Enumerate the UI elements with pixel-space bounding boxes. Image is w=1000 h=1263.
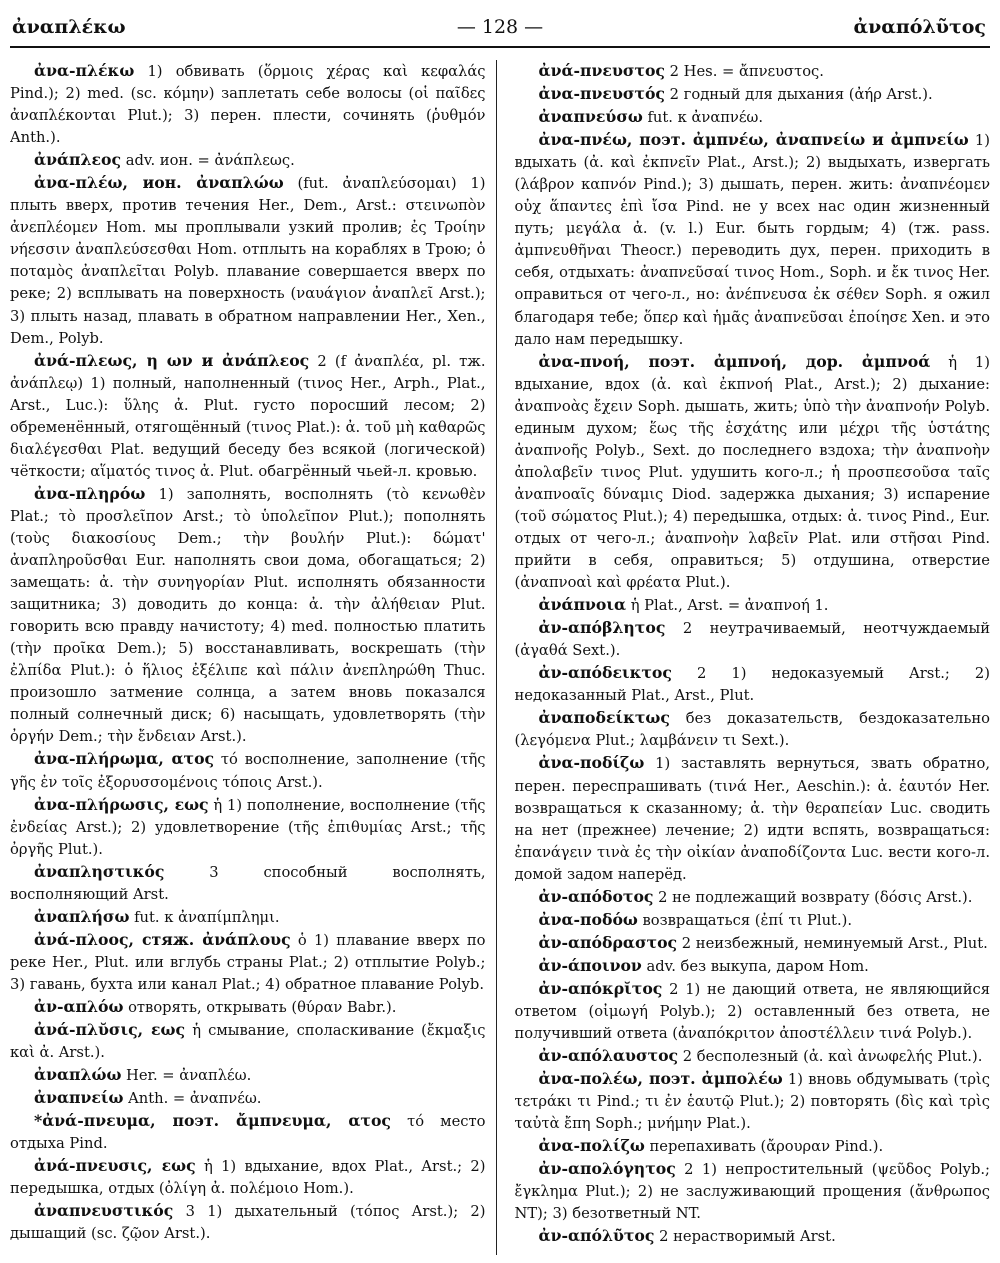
entry-headword: ἀνα-πνοή, поэт. ἀμπνοή, дор. ἀμπνοά xyxy=(538,351,931,371)
dictionary-entry xyxy=(515,909,991,932)
dictionary-entry xyxy=(515,955,991,978)
entry-definition: ἡ 1) пополнение, восполнение (τῆς ἐνδείας Arst.); 2) удовлетворение (τῆς ἐπιθυμίας Arst.; τῆς ὀργῆς Plut.). xyxy=(10,796,486,858)
dictionary-entry xyxy=(515,351,991,595)
entry-headword: ἀναπνεύσω xyxy=(538,107,643,127)
entry-definition: возвращаться (ἐπί τι Plut.). xyxy=(637,911,853,929)
dictionary-entry xyxy=(515,886,991,909)
entry-definition: 2 годный для дыхания (ἀήρ Arst.). xyxy=(664,86,933,104)
header-first-word: ἀναπλέκω xyxy=(12,16,126,38)
entry-headword: ἀνα-πληρόω xyxy=(34,483,146,503)
entry-definition: 2 Hes. = ἄπνευστος. xyxy=(664,63,824,80)
dictionary-entry xyxy=(515,707,991,752)
entry-headword: ἀν-απλόω xyxy=(34,996,124,1016)
dictionary-entry xyxy=(515,129,991,350)
dictionary-entry xyxy=(10,929,486,996)
entry-definition: 2 неизбежный, неминуемый Arst., Plut. xyxy=(677,934,988,952)
entry-definition: (fut. ἀναπλεύσομαι) 1) плыть вверх, против течения Her., Dem., Arst.: στεινωπὸν ἀνεπλέομεν Hom. мы проплывали узкий пролив; ἐς Τροίην νήεσσιν ἀναπλεύσεσθαι Hom. отплыть на кораблях в Трою; ὁ ποταμὸς ἀναπλεῖται Polyb. плавание совершается вверх по реке; 2) всплывать на поверхность (ναυάγιον ἀναπλεῖ Arst.); 3) плыть назад, плавать в обратном направлении Her., Xen., Dem., Polyb. xyxy=(10,175,486,347)
dictionary-entry xyxy=(515,594,991,617)
dictionary-entry xyxy=(515,106,991,129)
entry-definition: adv. без выкупа, даром Hom. xyxy=(641,957,869,975)
dictionary-entry xyxy=(10,906,486,929)
entry-headword: ἀν-άποινον xyxy=(538,955,642,975)
entry-headword: *ἀνά-πνευμα, поэт. ἄμπνευμα, ατος xyxy=(34,1111,391,1131)
entry-definition: отворять, открывать (θύραν Babr.). xyxy=(123,998,397,1016)
dictionary-entry xyxy=(10,483,486,749)
dictionary-entry xyxy=(10,1064,486,1087)
entry-headword: ἀνα-πλέκω xyxy=(34,61,135,80)
dictionary-entry xyxy=(515,1225,991,1248)
header-last-word: ἀναπόλῦτος xyxy=(853,16,986,38)
dictionary-entry xyxy=(10,996,486,1019)
entry-headword: ἀνα-πνέω, поэт. ἀμπνέω, ἀναπνείω и ἀμπνείω xyxy=(538,130,969,150)
entry-headword: ἀνα-πλήρωμα, ατος xyxy=(34,749,215,769)
dictionary-entry xyxy=(515,1135,991,1158)
entry-headword: ἀνα-πολίζω xyxy=(538,1136,645,1156)
dictionary-entry xyxy=(515,978,991,1045)
entry-definition: 1) вновь обдумывать (τρὶς τετράκι τι Pind.; τι ἐν ἑαυτῷ Plut.); 2) повторять (δὶς καὶ τρὶς ταὐτὰ ἔπη Soph.; μνήμην Plat.). xyxy=(514,1071,990,1133)
columns xyxy=(10,60,990,1255)
dictionary-entry xyxy=(10,60,486,149)
dictionary-entry xyxy=(10,1155,486,1200)
entry-headword: ἀν-απόβλητος xyxy=(538,618,666,638)
dictionary-entry xyxy=(515,662,991,707)
entry-headword: ἀνάπλεος xyxy=(34,150,122,170)
entry-definition: 2 1) недоказуемый Arst.; 2) недоказанный Plat., Arst., Plut. xyxy=(514,665,990,705)
entry-headword: ἀνά-πνευσις, εως xyxy=(34,1156,196,1176)
entry-definition: adv. ион. = ἀνάπλεως. xyxy=(121,152,295,170)
entry-definition: 1) заставлять вернуться, звать обратно, перен. переспрашивать (τινά Her., Aeschin.): ἀ. ἑαυτόν Her. возвращаться к сказанному; ἀ. τὴν θεραπείαν Luc. сводить на нет (прежнее) лечение; 2) идти вспять, возвращаться: ἐπανάγειν τινὰ ἐς τὴν οἰκίαν ἀναποδίζοντα Luc. вести кого-л. домой задом наперёд. xyxy=(514,755,990,883)
dictionary-entry xyxy=(10,861,486,906)
entry-headword: ἀνά-πλοος, стяж. ἀνάπλους xyxy=(34,929,291,949)
entry-definition: 1) заполнять, восполнять (τὸ κενωθὲν Plat.; τὸ προσλεῖπον Arst.; τὸ ὑπολεῖπον Plut.); пополнять (τοὺς διακοσίους Dem.; τὴν βουλήν Plut.): δώματ' ἀναπληροῦσθαι Eur. наполнять свои дома, обогащаться; 2) замещать: ἀ. τὴν συνηγορίαν Plut. исполнять обязанности защитника; 3) доводить до конца: ἀ. τὴν ἀλήθειαν Plut. говорить всю правду начистоту; 4) med. полностью платить (τὴν προῖκα Dem.); 5) восстанавливать, воскрешать (τὴν ἐλπίδα Plut.): ὁ ἥλιος ἐξέλιπε καὶ πάλιν ἀνεπληρώθη Thuc. произошло затмение солнца, а затем вновь показался полный солнечный диск; 6) насыщать, удовлетворять (τὴν ὀργήν Dem.; τὴν ἔνδειαν Arst.). xyxy=(10,485,486,746)
dictionary-entry xyxy=(10,172,486,349)
dictionary-entry xyxy=(515,60,991,83)
column-right xyxy=(515,60,991,1255)
dictionary-entry xyxy=(515,932,991,955)
entry-definition: 1) обвивать (ὅρμοις χέρας καὶ κεφαλάς Pind.); 2) med. (sc. κόμην) заплетать себе волосы (οἱ παῖδες ἀναπλέκονται Plut.); 3) перен. плести, сочинять (ῥυθμόν Anth.). xyxy=(10,63,486,147)
page-number: — 128 — xyxy=(456,16,544,38)
entry-headword: ἀνα-ποδίζω xyxy=(538,753,645,773)
entry-definition: 2 бесполезный (ἀ. καὶ ἀνωφελής Plut.). xyxy=(678,1048,983,1066)
dictionary-entry xyxy=(10,794,486,861)
entry-definition: 2 неутрачиваемый, неотчуждаемый (ἀγαθά Sext.). xyxy=(514,620,990,660)
dictionary-entry xyxy=(10,748,486,793)
entry-definition: fut. к ἀναπνέω. xyxy=(642,109,764,127)
dictionary-entry xyxy=(515,617,991,662)
entry-headword: ἀν-απόδοτος xyxy=(538,886,654,906)
entry-headword: ἀναπνευστικός xyxy=(34,1201,174,1221)
entry-headword: ἀνα-πνευστός xyxy=(538,84,665,104)
entry-definition: τό место отдыха Pind. xyxy=(10,1113,486,1153)
entry-headword: ἀναπλώω xyxy=(34,1065,122,1085)
entry-definition: fut. к ἀναπίμπλημι. xyxy=(129,908,280,926)
entry-headword: ἀναπληστικός xyxy=(34,861,165,881)
entry-headword: ἀνάπνοια xyxy=(538,595,627,615)
entry-definition: Anth. = ἀναπνέω. xyxy=(123,1090,262,1108)
entry-headword: ἀν-απολόγητος xyxy=(538,1159,676,1179)
entry-headword: ἀνα-πλήρωσις, εως xyxy=(34,794,209,814)
dictionary-entry xyxy=(10,149,486,172)
dictionary-entry xyxy=(515,83,991,106)
entry-headword: ἀν-απόλῦτος xyxy=(538,1226,655,1246)
entry-headword: ἀνα-ποδόω xyxy=(538,909,638,929)
entry-definition: τό восполнение, заполнение (τῆς γῆς ἐν τοῖς ἐξορυσσομένοις τόποις Arst.). xyxy=(10,751,486,791)
entry-headword: ἀν-απόδραστος xyxy=(538,932,678,952)
dictionary-entry xyxy=(10,1110,486,1155)
entry-definition: перепахивать (ἄρουραν Pind.). xyxy=(644,1138,884,1156)
dictionary-entry xyxy=(515,1045,991,1068)
entry-definition: Her. = ἀναπλέω. xyxy=(121,1067,252,1085)
entry-definition: ἡ Plat., Arst. = ἀναπνοή 1. xyxy=(626,597,829,615)
entry-headword: ἀνά-πλεως, η ων и ἀνάπλεος xyxy=(34,350,310,370)
entry-headword: ἀν-απόλαυστος xyxy=(538,1046,679,1066)
entry-definition: 1) вдыхать (ἀ. καὶ ἐκπνεῖν Plat., Arst.); 2) выдыхать, извергать (λάβρον καπνόν Pind.); 3) дышать, перен. жить: ἀναπνέομεν οὐχ ἅπαντες ἐπὶ ἴσα Pind. не у всех нас один жизненный путь; μεγάλα ἀ. (v. l.) Eur. быть гордым; 4) (тж. pass. ἀμπνευθῆναι Theocr.) переводить дух, перен. приходить в себя, отдыхать: ἀναπνεῦσαί τινος Hom., Soph. и ἔκ τινος Her. оправиться от чего-л., но: ἀνέπνευσα ἐκ σέθεν Soph. я ожил благодаря тебе; ὅπερ καὶ ἡμᾶς ἀναπνεῦσαι ἐποίησε Xen. и это дало нам передышку. xyxy=(514,132,990,348)
entry-definition: 2 1) непростительный (ψεῦδος Polyb.; ἔγκλημα Plut.); 2) не заслуживающий прощения (ἄνθρωπος NT); 3) безответный NT. xyxy=(514,1161,990,1223)
column-left xyxy=(10,60,497,1255)
entry-headword: ἀν-απόδεικτος xyxy=(538,663,672,683)
entry-definition: 3 способный восполнять, восполняющий Arst. xyxy=(10,863,486,903)
entry-headword: ἀναπνείω xyxy=(34,1088,124,1108)
dictionary-entry xyxy=(10,1087,486,1110)
entry-headword: ἀν-απόκρῐτος xyxy=(538,978,663,998)
entry-definition: без доказательств, бездоказательно (λεγόμενα Plut.; λαμβάνειν τι Sext.). xyxy=(514,710,990,750)
entry-definition: 2 нерастворимый Arst. xyxy=(654,1228,836,1246)
entry-definition: 2 не подлежащий возврату (δόσις Arst.). xyxy=(653,888,973,906)
entry-headword: ἀναπλήσω xyxy=(34,906,130,926)
entry-definition: 3 1) дыхательный (τόπος Arst.); 2) дышащий (sc. ζῷον Arst.). xyxy=(10,1203,486,1243)
entry-headword: ἀνα-πολέω, поэт. ἀμπολέω xyxy=(538,1069,783,1089)
entry-headword: ἀνά-πλῠσις, εως xyxy=(34,1020,186,1040)
entry-definition: 2 (f ἀναπλέα, pl. тж. ἀνάπλεῳ) 1) полный, наполненный (τινος Her., Arph., Plat., Arst., Luc.): ὕλης ἀ. Plut. густо поросший лесом; 2) обременённый, отягощённый (τινος Plat.): ἀ. τοῦ μὴ καθαρῶς διαλέγεσθαι Plat. ведущий беседу без всякой (логической) чёткости; αἵματός τινος ἀ. Plut. обагрённый чьей-л. кровью. xyxy=(10,352,486,480)
dictionary-entry xyxy=(515,1158,991,1225)
dictionary-entry xyxy=(515,752,991,885)
entry-definition: ὁ 1) плавание вверх по реке Her., Plut. или вглубь страны Plat.; 2) отплытие Polyb.; 3) гавань, бухта или канал Plat.; 4) обратное плавание Polyb. xyxy=(10,931,486,993)
entry-definition: 2 1) не дающий ответа, не являющийся ответом (οἰμωγή Polyb.); 2) оставленный без ответа, не получивший ответа (ἀναπόκριτον ἀποστέλλειν τινά Polyb.). xyxy=(514,980,990,1043)
dictionary-entry xyxy=(10,350,486,483)
dictionary-entry xyxy=(10,1019,486,1064)
entry-headword: ἀναποδείκτως xyxy=(538,708,670,728)
dictionary-entry xyxy=(515,1068,991,1135)
dictionary-entry xyxy=(10,1200,486,1245)
entry-definition: ἡ смывание, споласкивание (ἔκμαξις καὶ ἀ. Arst.). xyxy=(10,1022,486,1062)
entry-headword: ἀνά-πνευστος xyxy=(538,61,665,80)
entry-headword: ἀνα-πλέω, ион. ἀναπλώω xyxy=(34,173,284,193)
page-header xyxy=(10,10,990,48)
entry-definition: ἡ 1) вдыхание, вдох (ἀ. καὶ ἐκπνοή Plat., Arst.); 2) дыхание: ἀναπνοὰς ἔχειν Soph. дышать, жить; ὑπὸ τὴν ἀναπνοήν Polyb. единым духом; ἕως τῆς ἐσχάτης или μέχρι τῆς ὑστάτης ἀναπνοῆς Polyb., Sext. до последнего вздоха; τὴν ἀναπνοὴν ἀπολαβεῖν τινος Plut. удушить кого-л.; ἡ προσπεσοῦσα ταῖς ἀναπνοαῖς δύναμις Diod. задержка дыхания; 3) испарение (τοῦ σώματος Plut.); 4) передышка, отдых: ἀ. τινος Pind., Eur. отдых от чего-л.; ἀναπνοὴν λαβεῖν Plat. или στῆσαι Pind. прийти в себя, оправиться; 5) отдушина, отверстие (ἀναπνοαὶ καὶ φρέατα Plut.). xyxy=(514,353,990,592)
entry-definition: ἡ 1) вдыхание, вдох Plat., Arst.; 2) передышка, отдых (ὀλίγη ἀ. πολέμοιο Hom.). xyxy=(10,1158,486,1198)
